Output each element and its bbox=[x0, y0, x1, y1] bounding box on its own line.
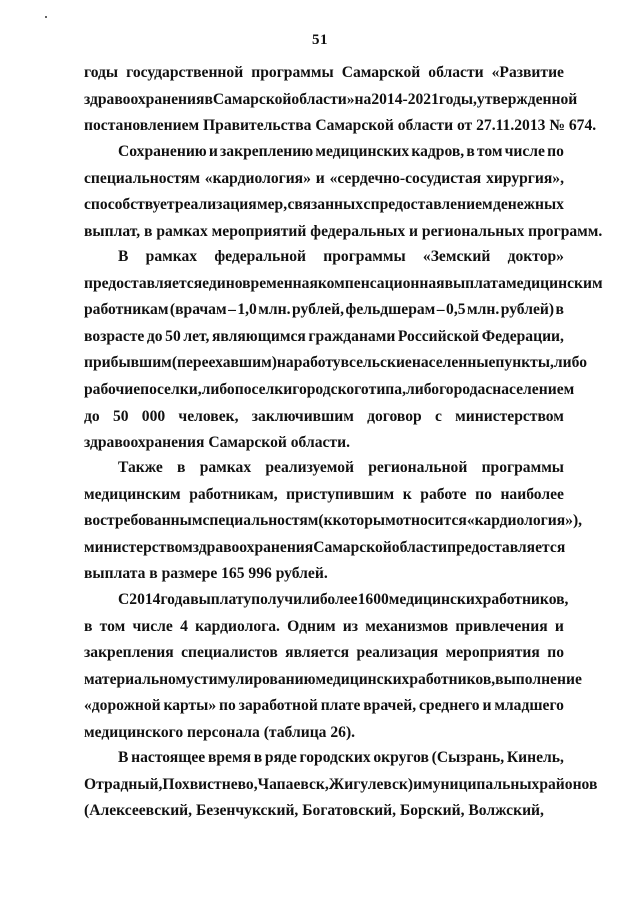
word: человек, bbox=[178, 407, 239, 425]
word: работников, bbox=[482, 591, 569, 608]
word: востребованным bbox=[84, 512, 203, 530]
word: мероприятия bbox=[445, 644, 540, 662]
word: федеральной bbox=[214, 248, 306, 265]
word: здравоохранения bbox=[84, 90, 205, 108]
text-line bbox=[84, 508, 583, 535]
word: договор bbox=[367, 407, 422, 425]
text-line: (Алексеевский, Безенчукский, Богатовский, Борский, Волжский, bbox=[84, 802, 544, 820]
word: доктор» bbox=[507, 248, 564, 265]
word: связанных bbox=[287, 196, 364, 214]
word: медицинских bbox=[315, 143, 410, 160]
text-line bbox=[84, 271, 603, 298]
word: числе bbox=[504, 143, 545, 160]
word: медицинским bbox=[84, 485, 181, 503]
word: фельдшерам bbox=[345, 301, 436, 319]
word: сельские bbox=[349, 354, 412, 372]
word: гражданами bbox=[308, 327, 396, 345]
word: до bbox=[146, 327, 163, 345]
word: рабочие bbox=[84, 380, 141, 398]
word: выполнение bbox=[495, 670, 582, 688]
word: по bbox=[475, 485, 492, 503]
word: поселки, bbox=[140, 380, 202, 398]
word: специалистов bbox=[181, 644, 278, 662]
paragraph-municipalities bbox=[84, 745, 598, 825]
word: С bbox=[118, 591, 130, 608]
word: рамках bbox=[145, 248, 198, 265]
word: работников, bbox=[409, 670, 496, 688]
word: утвержденной bbox=[476, 90, 578, 108]
word: Кинель, bbox=[506, 749, 564, 766]
word: В bbox=[118, 749, 129, 766]
word: (к bbox=[318, 512, 333, 530]
word: типа, bbox=[368, 380, 406, 398]
text-line bbox=[84, 667, 582, 694]
text-line bbox=[84, 693, 564, 720]
word: настоящее bbox=[131, 749, 206, 766]
word: плате bbox=[320, 697, 361, 715]
text-line: здравоохранения Самарской области. bbox=[84, 434, 350, 452]
scan-speck bbox=[45, 16, 47, 18]
word: к bbox=[402, 485, 412, 503]
word: способствует bbox=[84, 196, 175, 214]
word: компенсационная bbox=[317, 274, 445, 292]
word: прибывшим bbox=[84, 354, 172, 372]
word: привлечения bbox=[455, 617, 548, 635]
word: рамках bbox=[199, 459, 252, 476]
word: млн. bbox=[467, 301, 500, 319]
word: (врачам bbox=[169, 301, 227, 319]
word: городского bbox=[292, 380, 369, 398]
word: Также bbox=[118, 459, 163, 476]
word: Сохранению bbox=[118, 143, 207, 160]
word: населением bbox=[492, 380, 575, 398]
word: в bbox=[253, 749, 263, 766]
word: 600 bbox=[365, 591, 389, 608]
word: (Сызрань, bbox=[431, 749, 505, 766]
word: заработной bbox=[238, 697, 318, 715]
text-line bbox=[84, 377, 575, 404]
text-line bbox=[84, 297, 564, 324]
text-line bbox=[84, 192, 564, 219]
word: годы, bbox=[438, 90, 477, 108]
text-line: постановлением Правительства Самарской области от 27.11.2013 № 674. bbox=[84, 117, 597, 135]
word: в bbox=[204, 90, 213, 108]
word: Самарской bbox=[212, 90, 292, 108]
word: в bbox=[466, 143, 475, 160]
word: пункты, bbox=[495, 354, 554, 372]
text-line bbox=[84, 244, 564, 271]
word: городских bbox=[299, 749, 371, 766]
word: выплата bbox=[444, 274, 506, 292]
word: 1 bbox=[357, 591, 366, 608]
text-line bbox=[84, 455, 564, 482]
text-line bbox=[84, 404, 564, 431]
paragraph-program-reference bbox=[84, 60, 597, 140]
word: приступившим bbox=[286, 485, 395, 503]
word: региональной bbox=[368, 459, 468, 476]
word: единовременная bbox=[202, 274, 318, 292]
word: области bbox=[428, 64, 484, 81]
word: Федерации, bbox=[481, 327, 564, 345]
text-line bbox=[84, 614, 564, 641]
word: и bbox=[315, 169, 325, 187]
word: реализация bbox=[174, 196, 257, 214]
word: числе bbox=[132, 617, 173, 635]
word: рублей, bbox=[292, 301, 345, 319]
word: работникам, bbox=[189, 485, 278, 503]
word: наиболее bbox=[500, 485, 564, 503]
word: Самарской bbox=[313, 538, 392, 556]
word: реализация bbox=[356, 644, 439, 662]
text-line bbox=[84, 640, 564, 667]
word: районов bbox=[539, 775, 598, 793]
word: предоставляется bbox=[447, 538, 566, 556]
word: медицинским bbox=[505, 274, 603, 292]
paragraph-staff-retention bbox=[84, 139, 603, 245]
text-line: выплат, в рамках мероприятий федеральных и региональных программ. bbox=[84, 222, 603, 240]
word: время bbox=[207, 749, 252, 766]
word: на bbox=[354, 90, 372, 108]
word: возрасте bbox=[84, 327, 145, 345]
word: либо bbox=[405, 380, 440, 398]
text-line bbox=[84, 139, 564, 166]
word: года bbox=[160, 591, 191, 608]
word: ряде bbox=[264, 749, 297, 766]
paragraph-zemsky-doctor bbox=[84, 244, 603, 457]
word: поселки bbox=[234, 380, 293, 398]
word: более bbox=[319, 591, 358, 608]
word: заключившим bbox=[251, 407, 354, 425]
word: том bbox=[99, 617, 126, 635]
word: либо bbox=[201, 380, 235, 398]
word: кардиолога. bbox=[195, 617, 280, 635]
word: рублей) bbox=[500, 301, 555, 319]
word: области» bbox=[291, 90, 355, 108]
word: в bbox=[84, 617, 93, 635]
word: и bbox=[413, 775, 423, 793]
word: том bbox=[476, 143, 503, 160]
text-line bbox=[84, 60, 564, 87]
word: 4 bbox=[180, 617, 188, 635]
word: муниципальных bbox=[422, 775, 540, 793]
word: Жигулевск) bbox=[328, 775, 414, 793]
word: по bbox=[547, 644, 564, 662]
word: специальностям bbox=[202, 512, 319, 530]
word: медицинских bbox=[388, 591, 483, 608]
word: младшего bbox=[494, 697, 564, 715]
word: – bbox=[228, 301, 236, 319]
word: и bbox=[554, 617, 564, 635]
word: Чапаевск, bbox=[257, 775, 329, 793]
word: выплату bbox=[190, 591, 252, 608]
word: на bbox=[276, 354, 294, 372]
word: лет, bbox=[183, 327, 210, 345]
word: государственной bbox=[126, 64, 244, 81]
word: специальностям bbox=[84, 169, 200, 187]
word: предоставляется bbox=[84, 274, 203, 292]
word: и bbox=[208, 143, 218, 160]
word: 1,0 bbox=[237, 301, 257, 319]
word: программы bbox=[251, 64, 334, 81]
word: «Развитие bbox=[491, 64, 564, 81]
word: Отрадный, bbox=[84, 775, 163, 793]
word: работе bbox=[420, 485, 467, 503]
text-line bbox=[84, 324, 564, 351]
word: денежных bbox=[492, 196, 564, 214]
word: хирургия», bbox=[486, 169, 564, 187]
word: врачей, bbox=[363, 697, 417, 715]
word: являющимся bbox=[211, 327, 306, 345]
word: кадров, bbox=[411, 143, 465, 160]
word: млн. bbox=[258, 301, 291, 319]
word: «сердечно-сосудистая bbox=[329, 169, 482, 187]
word: министерством bbox=[455, 407, 564, 425]
word: предоставлением bbox=[370, 196, 493, 214]
word: (переехавшим) bbox=[171, 354, 277, 372]
word: карты» bbox=[163, 697, 217, 715]
word: с bbox=[434, 407, 442, 425]
word: В bbox=[118, 248, 129, 265]
word: программы bbox=[323, 248, 406, 265]
text-line bbox=[84, 87, 578, 114]
word: получили bbox=[251, 591, 320, 608]
word: в bbox=[555, 301, 564, 319]
word: министерством bbox=[84, 538, 193, 556]
word: 50 bbox=[112, 407, 129, 425]
word: годы bbox=[84, 64, 119, 81]
word: по bbox=[547, 143, 564, 160]
word: – bbox=[436, 301, 445, 319]
text-line: выплата в размере 165 996 рублей. bbox=[84, 565, 328, 583]
word: 2014 bbox=[129, 591, 161, 608]
word: стимулированию bbox=[193, 670, 316, 688]
word: области bbox=[391, 538, 448, 556]
word: Одним bbox=[287, 617, 336, 635]
word: по bbox=[219, 697, 236, 715]
word: мер, bbox=[256, 196, 288, 214]
word: работникам bbox=[84, 301, 169, 319]
page-number: 51 bbox=[312, 32, 328, 48]
word: 2014-2021 bbox=[371, 90, 439, 108]
word: медицинских bbox=[315, 670, 410, 688]
word: механизмов bbox=[365, 617, 449, 635]
word: «дорожной bbox=[84, 697, 161, 715]
text-line bbox=[84, 166, 564, 193]
word: в bbox=[340, 354, 350, 372]
word: «Земский bbox=[422, 248, 491, 265]
word: реализуемой bbox=[265, 459, 354, 476]
word: здравоохранения bbox=[192, 538, 314, 556]
word: округов bbox=[373, 749, 429, 766]
word: материальному bbox=[84, 670, 194, 688]
word: населенные bbox=[411, 354, 496, 372]
word: закреплению bbox=[220, 143, 314, 160]
word: Самарской bbox=[341, 64, 421, 81]
paragraph-regional-program bbox=[84, 455, 583, 588]
word: 000 bbox=[141, 407, 166, 425]
word: среднего bbox=[419, 697, 480, 715]
word: либо bbox=[553, 354, 588, 372]
word: работу bbox=[293, 354, 341, 372]
text-line bbox=[84, 772, 598, 799]
text-line bbox=[84, 535, 564, 562]
word: в bbox=[177, 459, 186, 476]
text-line: медицинского персонала (таблица 26). bbox=[84, 723, 356, 741]
word: 0,5 bbox=[446, 301, 466, 319]
text-line bbox=[84, 350, 588, 377]
paragraph-payments-since-2014 bbox=[84, 587, 582, 747]
word: относится bbox=[395, 512, 467, 530]
text-line bbox=[84, 587, 569, 614]
word: которым bbox=[332, 512, 396, 530]
text-line bbox=[84, 482, 564, 509]
word: до bbox=[84, 407, 100, 425]
word: с bbox=[485, 380, 493, 398]
word: Российской bbox=[397, 327, 480, 345]
word: из bbox=[342, 617, 359, 635]
word: закрепления bbox=[84, 644, 174, 662]
word: является bbox=[285, 644, 350, 662]
word: с bbox=[363, 196, 371, 214]
word: программы bbox=[481, 459, 564, 476]
word: «кардиология»), bbox=[466, 512, 583, 530]
word: и bbox=[482, 697, 492, 715]
word: города bbox=[439, 380, 486, 398]
text-line bbox=[84, 745, 564, 772]
word: 50 bbox=[165, 327, 181, 345]
word: Похвистнево, bbox=[162, 775, 258, 793]
word: «кардиология» bbox=[204, 169, 311, 187]
